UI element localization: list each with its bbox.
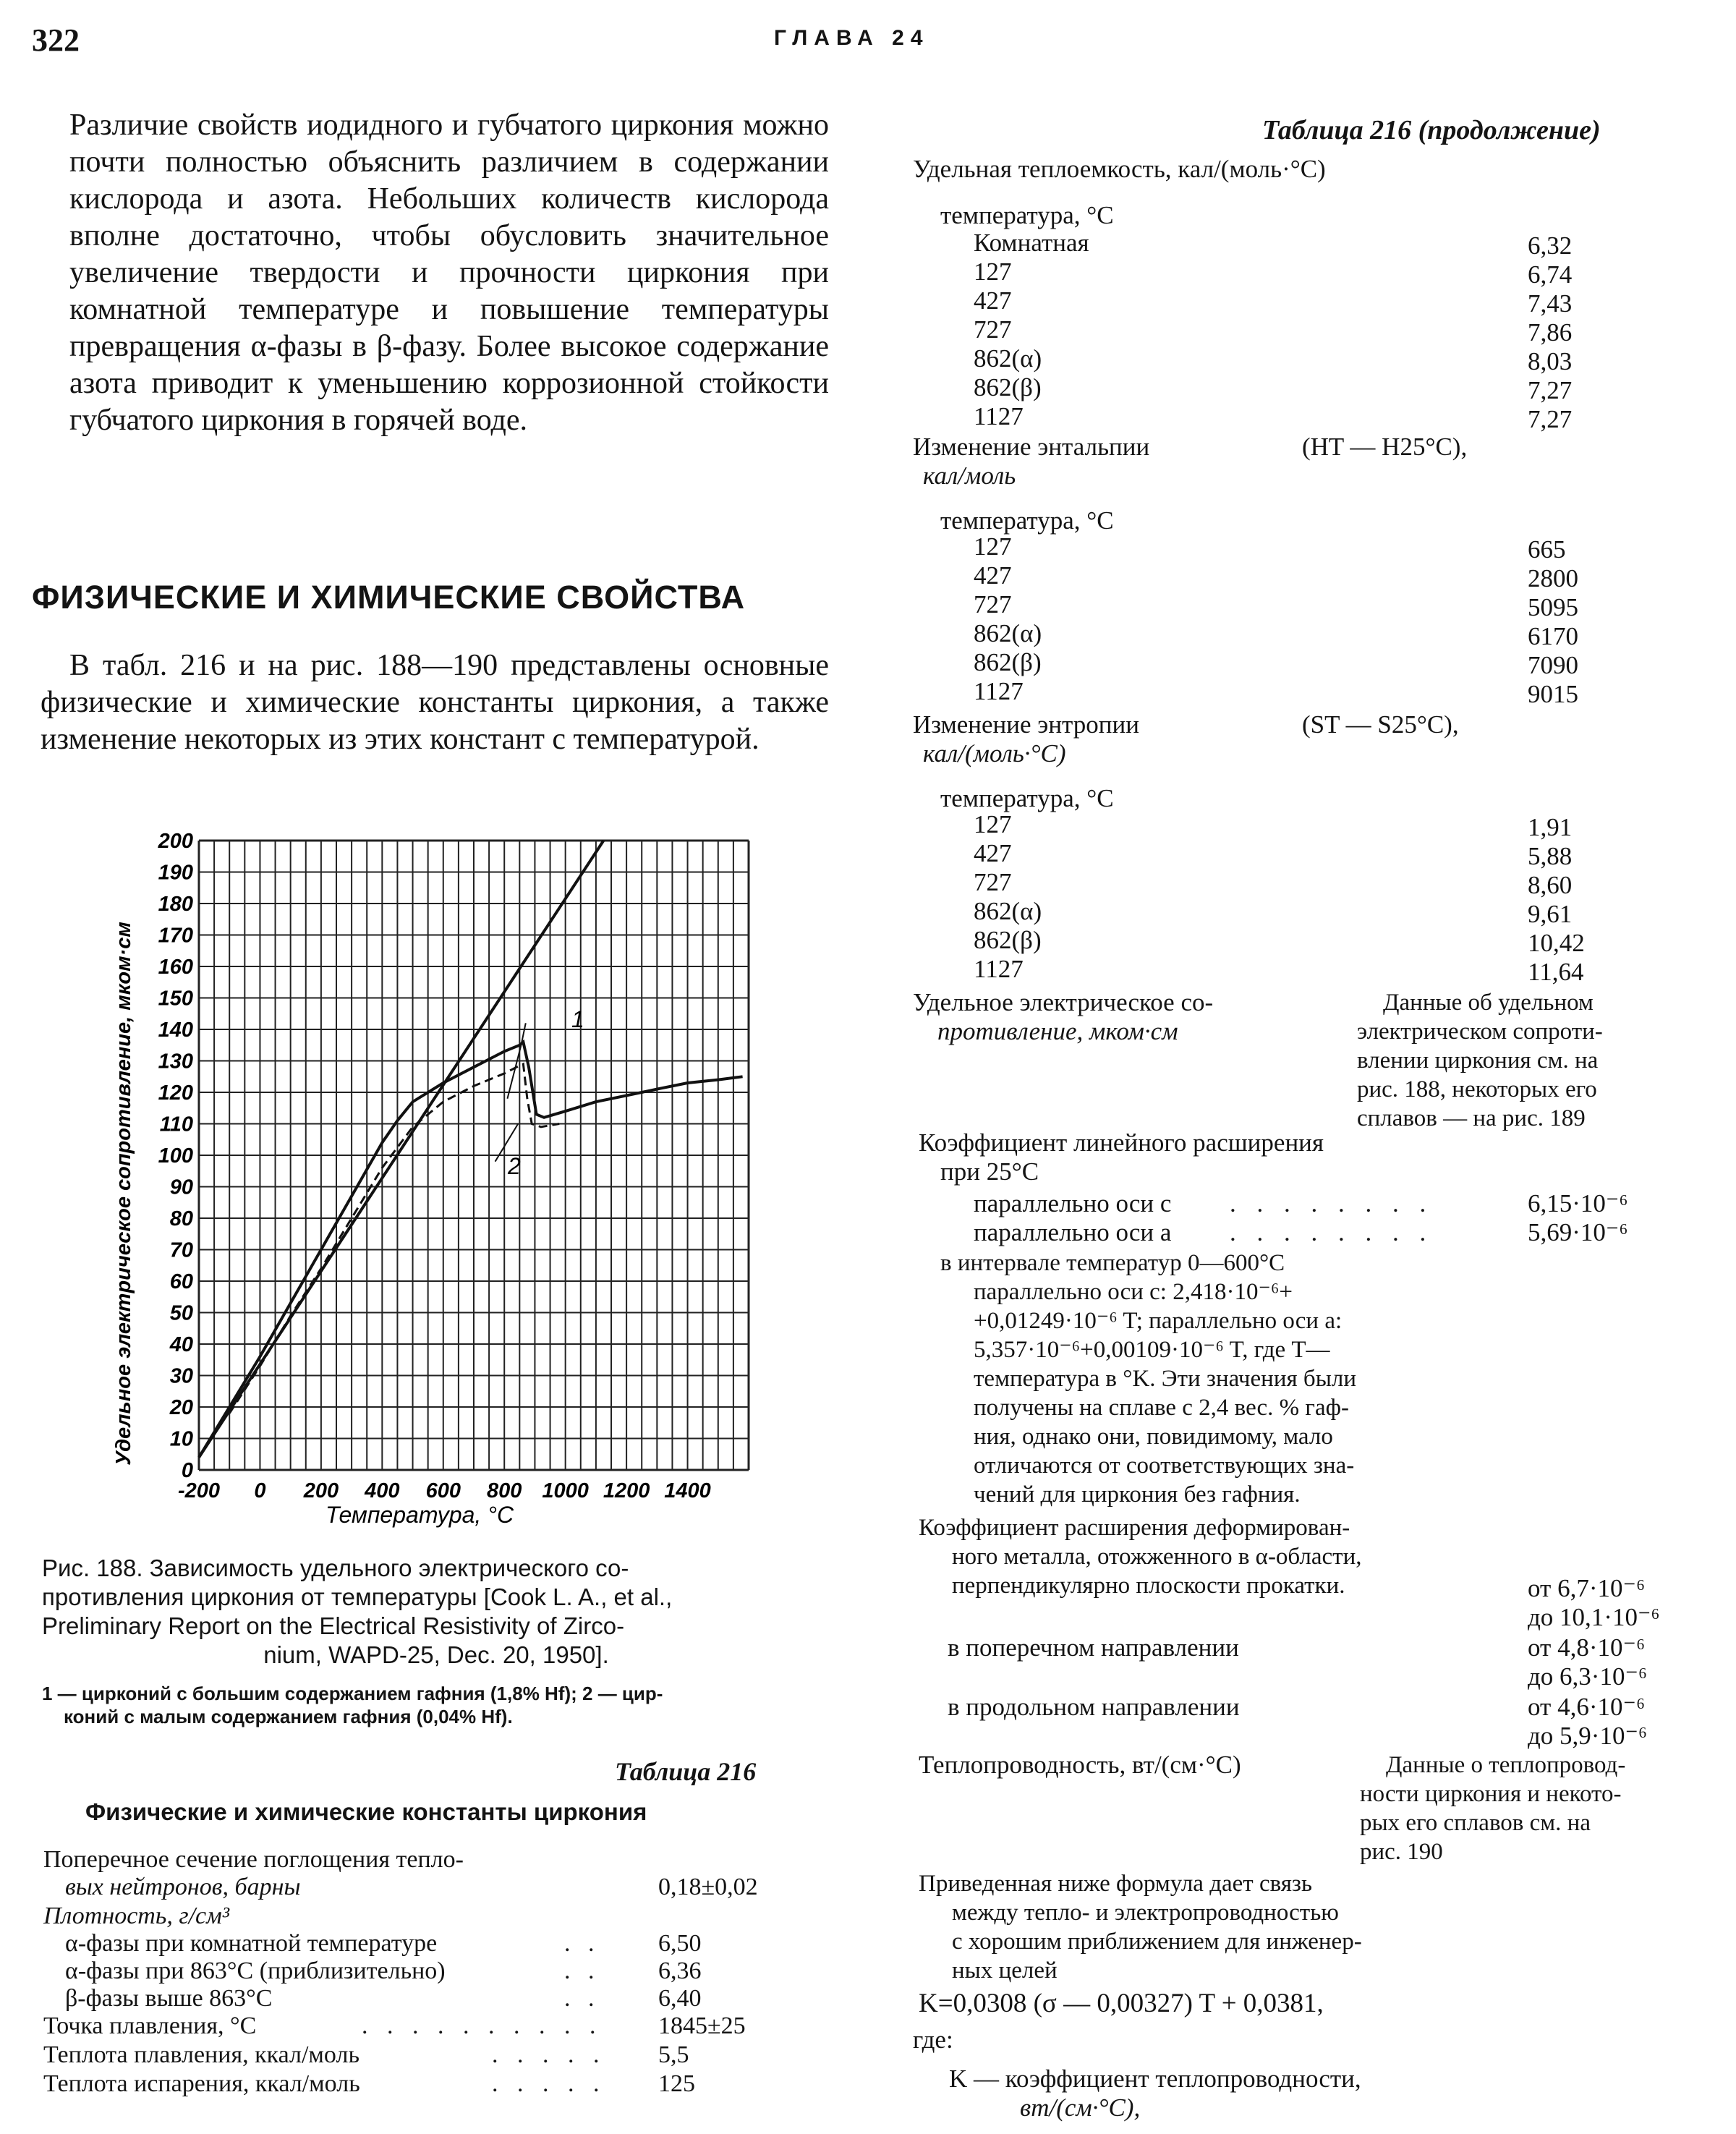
y-tick-label: 100	[158, 1144, 193, 1168]
row-label: α-фазы при 863°C (приблизительно)	[65, 1957, 446, 1984]
y-tick-label: 0	[181, 1459, 193, 1482]
x-tick-label: 200	[303, 1479, 339, 1502]
row-label: α-фазы при комнатной температуре	[65, 1930, 438, 1957]
enthalpy-unit: кал/моль	[923, 462, 1016, 490]
heat-capacity-value: 7,27	[1528, 405, 1573, 433]
deformed-line: ного металла, отожженного в α-области,	[952, 1544, 1362, 1570]
enthalpy-temp: 727	[974, 590, 1012, 618]
x-tick-label: -200	[177, 1479, 221, 1502]
interval-line: температура в °K. Эти значения были	[974, 1366, 1357, 1392]
intro-text: Различие свойств иодидного и губчатого циркония можно почти полностью объяснить различием в содержании кислорода и азота. Небольших количеств кислорода вполне достаточно, чтобы обусловить значительное увеличение твердости и прочности циркония при комнатной температуре и повышение температуры превращения α-фазы в β-фазу. Более высокое содержание азота приводит к уменьшению коррозионной стойкости губчатого циркония в горячей воде.	[69, 109, 829, 437]
formula-intro-line: с хорошим приближением для инженер-	[952, 1929, 1362, 1955]
row-dots: . . . . . . . . . .	[362, 2012, 603, 2039]
enthalpy-title: Изменение энтальпии	[913, 433, 1150, 461]
interval-line: ния, однако они, повидимому, мало	[974, 1424, 1333, 1450]
row-label: Теплота испарения, ккал/моль	[43, 2070, 360, 2097]
heat-capacity-value: 7,27	[1528, 376, 1573, 404]
entropy-temp: 862(β)	[974, 926, 1042, 954]
note-line: Данные о теплопровод-	[1386, 1752, 1626, 1778]
y-tick-label: 70	[169, 1238, 193, 1262]
y-tick-label: 60	[169, 1270, 193, 1293]
entropy-temp: 1127	[974, 955, 1024, 983]
entropy-temp: 862(α)	[974, 897, 1042, 925]
entropy-value: 5,88	[1528, 842, 1573, 870]
enthalpy-value: 5095	[1528, 593, 1578, 621]
heat-capacity-value: 6,74	[1528, 260, 1573, 289]
interval-line: в интервале температур 0—600°C	[940, 1250, 1285, 1276]
row-value: 6,36	[658, 1957, 702, 1984]
note-line: сплавов — на рис. 189	[1357, 1105, 1586, 1131]
x-tick-label: 0	[254, 1479, 266, 1502]
y-tick-label: 160	[158, 956, 193, 979]
formula-intro-line: Приведенная ниже формула дает связь	[919, 1871, 1313, 1897]
row-label: Теплота плавления, ккал/моль	[43, 2041, 359, 2068]
x-tick-label: 400	[365, 1479, 400, 1502]
perp-to: до 10,1·10⁻⁶	[1528, 1603, 1660, 1631]
y-tick-label: 90	[169, 1176, 193, 1199]
enthalpy-temp-header: температура, °C	[940, 506, 1114, 535]
k-definition-2: вт/(см·°C),	[1020, 2093, 1141, 2122]
row-label: Плотность, г/см³	[43, 1903, 230, 1929]
conductivity-label: Теплопроводность, вт/(см·°C)	[919, 1751, 1241, 1779]
heat-capacity-temp: 862(β)	[974, 373, 1042, 401]
deformed-line: Коэффициент расширения деформирован-	[919, 1515, 1350, 1541]
expansion-c-label: параллельно оси c	[974, 1189, 1172, 1217]
figure-caption	[42, 1554, 830, 1670]
transverse-label: в поперечном направлении	[948, 1633, 1239, 1662]
expansion-title: Коэффициент линейного расширения	[919, 1128, 1324, 1157]
enthalpy-temp: 862(β)	[974, 648, 1042, 676]
y-tick-label: 30	[169, 1364, 193, 1388]
heat-capacity-value: 8,03	[1528, 347, 1573, 375]
transverse-to: до 6,3·10⁻⁶	[1528, 1662, 1648, 1691]
running-head: ГЛАВА 24	[774, 26, 929, 50]
enthalpy-temp: 862(α)	[974, 619, 1042, 647]
formula-intro	[919, 1869, 1497, 1985]
enthalpy-value: 6170	[1528, 622, 1578, 650]
row-label: вых нейтронов, барны	[65, 1874, 301, 1900]
curve-label-2: 2	[508, 1153, 521, 1179]
heat-capacity-temp: Комнатная	[974, 229, 1089, 257]
interval-line: параллельно оси c: 2,418·10⁻⁶+	[974, 1279, 1293, 1305]
legend-line: 1 — цирконий с большим содержанием гафния (1,8% Hf); 2 — цир-	[42, 1683, 663, 1704]
caption-line: противления циркония от температуры [Cook L. A., et al.,	[42, 1584, 673, 1610]
entropy-value: 10,42	[1528, 929, 1585, 957]
note-line: электрическом сопроти-	[1357, 1019, 1603, 1045]
entropy-value: 11,64	[1528, 958, 1584, 986]
expansion-at25: при 25°C	[940, 1157, 1039, 1186]
chart-ticks	[158, 830, 711, 1502]
note-line: рис. 188, некоторых его	[1357, 1076, 1597, 1102]
section-heading: ФИЗИЧЕСКИЕ И ХИМИЧЕСКИЕ СВОЙСТВА	[32, 579, 746, 616]
heat-capacity-title: Удельная теплоемкость, кал/(моль·°C)	[913, 155, 1326, 183]
chart-grid	[199, 841, 749, 1470]
row-label: β-фазы выше 863°C	[65, 1985, 273, 2012]
entropy-value: 8,60	[1528, 871, 1573, 899]
heat-capacity-value: 7,86	[1528, 318, 1573, 347]
conductivity-note	[1360, 1751, 1707, 1866]
y-tick-label: 10	[169, 1427, 193, 1451]
enthalpy-formula: (HT — H25°C),	[1302, 433, 1468, 461]
heat-capacity-value: 6,32	[1528, 231, 1573, 260]
table-title: Физические и химические константы циркония	[85, 1798, 647, 1825]
section-paragraph: В табл. 216 и на рис. 188—190 представлены основные физические и химические константы циркония, а также изменение некоторых из этих констант с температурой.	[41, 649, 829, 756]
y-tick-label: 20	[169, 1396, 193, 1419]
resistivity-label-2: противление, мком·см	[937, 1017, 1178, 1045]
chart-x-label: Температура, °C	[325, 1502, 514, 1528]
note-line: Данные об удельном	[1383, 990, 1594, 1016]
enthalpy-temp: 127	[974, 532, 1012, 561]
entropy-unit: кал/(моль·°C)	[923, 739, 1066, 768]
resistivity-note	[1357, 988, 1704, 1133]
enthalpy-value: 2800	[1528, 564, 1578, 592]
row-value: 6,50	[658, 1930, 702, 1957]
formula-intro-line: между тепло- и электропроводностью	[952, 1900, 1339, 1926]
row-dots: . .	[564, 1985, 600, 2012]
row-value: 125	[658, 2070, 695, 2097]
note-line: влении циркония см. на	[1357, 1047, 1599, 1074]
expansion-a-dots: . . . . . . . .	[1230, 1218, 1434, 1246]
chart-y-label: Удельное электрическое сопротивление, мком·см	[112, 922, 135, 1466]
resistivity-chart	[0, 817, 839, 1548]
deformed-expansion	[919, 1513, 1497, 1600]
perp-from: от 6,7·10⁻⁶	[1528, 1574, 1646, 1602]
table-continuation-label: Таблица 216 (продолжение)	[1262, 115, 1601, 145]
expansion-c-dots: . . . . . . . .	[1230, 1189, 1434, 1217]
x-tick-label: 1000	[542, 1479, 589, 1502]
heat-capacity-value: 7,43	[1528, 289, 1573, 318]
entropy-temp: 727	[974, 868, 1012, 896]
x-tick-label: 1200	[603, 1479, 650, 1502]
series-line-2	[229, 1064, 559, 1414]
interval-line: отличаются от соответствующих зна-	[974, 1453, 1355, 1479]
note-line: ности циркония и некото-	[1360, 1781, 1622, 1807]
y-tick-label: 130	[158, 1050, 193, 1074]
enthalpy-temp: 1127	[974, 677, 1024, 705]
enthalpy-temp: 427	[974, 561, 1012, 590]
figure-legend	[42, 1682, 830, 1728]
curve-label-1: 1	[571, 1006, 584, 1032]
expansion-interval	[940, 1249, 1490, 1509]
y-tick-label: 120	[158, 1081, 193, 1105]
row-value: 6,40	[658, 1985, 702, 2012]
heat-capacity-temp: 862(α)	[974, 344, 1042, 373]
x-tick-label: 1400	[664, 1479, 711, 1502]
y-tick-label: 200	[158, 830, 193, 853]
row-dots: . .	[564, 1930, 600, 1957]
y-tick-label: 170	[158, 924, 193, 948]
y-tick-label: 140	[158, 1019, 193, 1042]
entropy-formula: (ST — S25°C),	[1302, 710, 1459, 739]
y-tick-label: 110	[159, 1113, 193, 1136]
y-tick-label: 190	[158, 861, 193, 885]
interval-line: чений для циркония без гафния.	[974, 1482, 1301, 1508]
transverse-from: от 4,8·10⁻⁶	[1528, 1633, 1646, 1662]
heat-capacity-temp: 727	[974, 315, 1012, 344]
expansion-a-value: 5,69·10⁻⁶	[1528, 1218, 1628, 1246]
row-dots: . . . . .	[492, 2041, 606, 2068]
legend-line: коний с малым содержанием гафния (0,04% Hf).	[64, 1706, 513, 1727]
row-label: Точка плавления, °C	[43, 2012, 257, 2039]
table-label: Таблица 216	[615, 1757, 757, 1786]
y-tick-label: 50	[169, 1301, 193, 1325]
row-value: 0,18±0,02	[658, 1874, 758, 1900]
enthalpy-value: 665	[1528, 535, 1566, 564]
entropy-temp: 127	[974, 810, 1012, 838]
longitudinal-to: до 5,9·10⁻⁶	[1528, 1722, 1648, 1750]
row-dots: . . . . .	[492, 2070, 606, 2097]
deformed-line: перпендикулярно плоскости прокатки.	[952, 1573, 1345, 1599]
heat-capacity-temp: 127	[974, 258, 1012, 286]
longitudinal-label: в продольном направлении	[948, 1693, 1240, 1721]
note-line: рис. 190	[1360, 1839, 1443, 1865]
caption-line: Рис. 188. Зависимость удельного электрического со-	[42, 1555, 629, 1581]
x-tick-label: 600	[425, 1479, 461, 1502]
chart-series	[199, 841, 743, 1458]
interval-line: получены на сплаве с 2,4 вес. % гаф-	[974, 1395, 1349, 1421]
heat-capacity-temp: 1127	[974, 402, 1024, 430]
formula-where: где:	[913, 2025, 953, 2054]
entropy-value: 9,61	[1528, 900, 1573, 928]
longitudinal-from: от 4,6·10⁻⁶	[1528, 1693, 1646, 1721]
k-definition-1: K — коэффициент теплопроводности,	[949, 2065, 1361, 2093]
enthalpy-value: 7090	[1528, 651, 1578, 679]
entropy-temp: 427	[974, 839, 1012, 867]
caption-line: nium, WAPD-25, Dec. 20, 1950].	[263, 1641, 609, 1668]
expansion-c-value: 6,15·10⁻⁶	[1528, 1189, 1628, 1217]
row-label: Поперечное сечение поглощения тепло-	[43, 1846, 464, 1873]
formula: K=0,0308 (σ — 0,00327) T + 0,0381,	[919, 1989, 1324, 2018]
y-tick-label: 40	[169, 1333, 193, 1356]
row-value: 1845±25	[658, 2012, 746, 2039]
row-dots: . .	[564, 1957, 600, 1984]
resistivity-label-1: Удельное электрическое со-	[913, 988, 1214, 1016]
formula-intro-line: ных целей	[952, 1957, 1058, 1984]
entropy-temp-header: температура, °C	[940, 784, 1114, 812]
expansion-a-label: параллельно оси a	[974, 1218, 1172, 1246]
note-line: рых его сплавов см. на	[1360, 1810, 1591, 1836]
row-value: 5,5	[658, 2041, 689, 2068]
heat-capacity-temp-header: температура, °C	[940, 201, 1114, 229]
enthalpy-value: 9015	[1528, 680, 1578, 708]
y-tick-label: 150	[158, 987, 193, 1011]
y-tick-label: 80	[169, 1207, 193, 1230]
y-tick-label: 180	[158, 893, 193, 916]
caption-line: Preliminary Report on the Electrical Resistivity of Zirco-	[42, 1612, 625, 1639]
page-number: 322	[32, 22, 80, 58]
interval-line: +0,01249·10⁻⁶ T; параллельно оси a:	[974, 1308, 1343, 1334]
intro-paragraph	[69, 107, 829, 439]
entropy-value: 1,91	[1528, 813, 1573, 841]
entropy-title: Изменение энтропии	[913, 710, 1139, 739]
heat-capacity-temp: 427	[974, 286, 1012, 315]
interval-line: 5,357·10⁻⁶+0,00109·10⁻⁶ T, где T—	[974, 1337, 1330, 1363]
x-tick-label: 800	[487, 1479, 522, 1502]
